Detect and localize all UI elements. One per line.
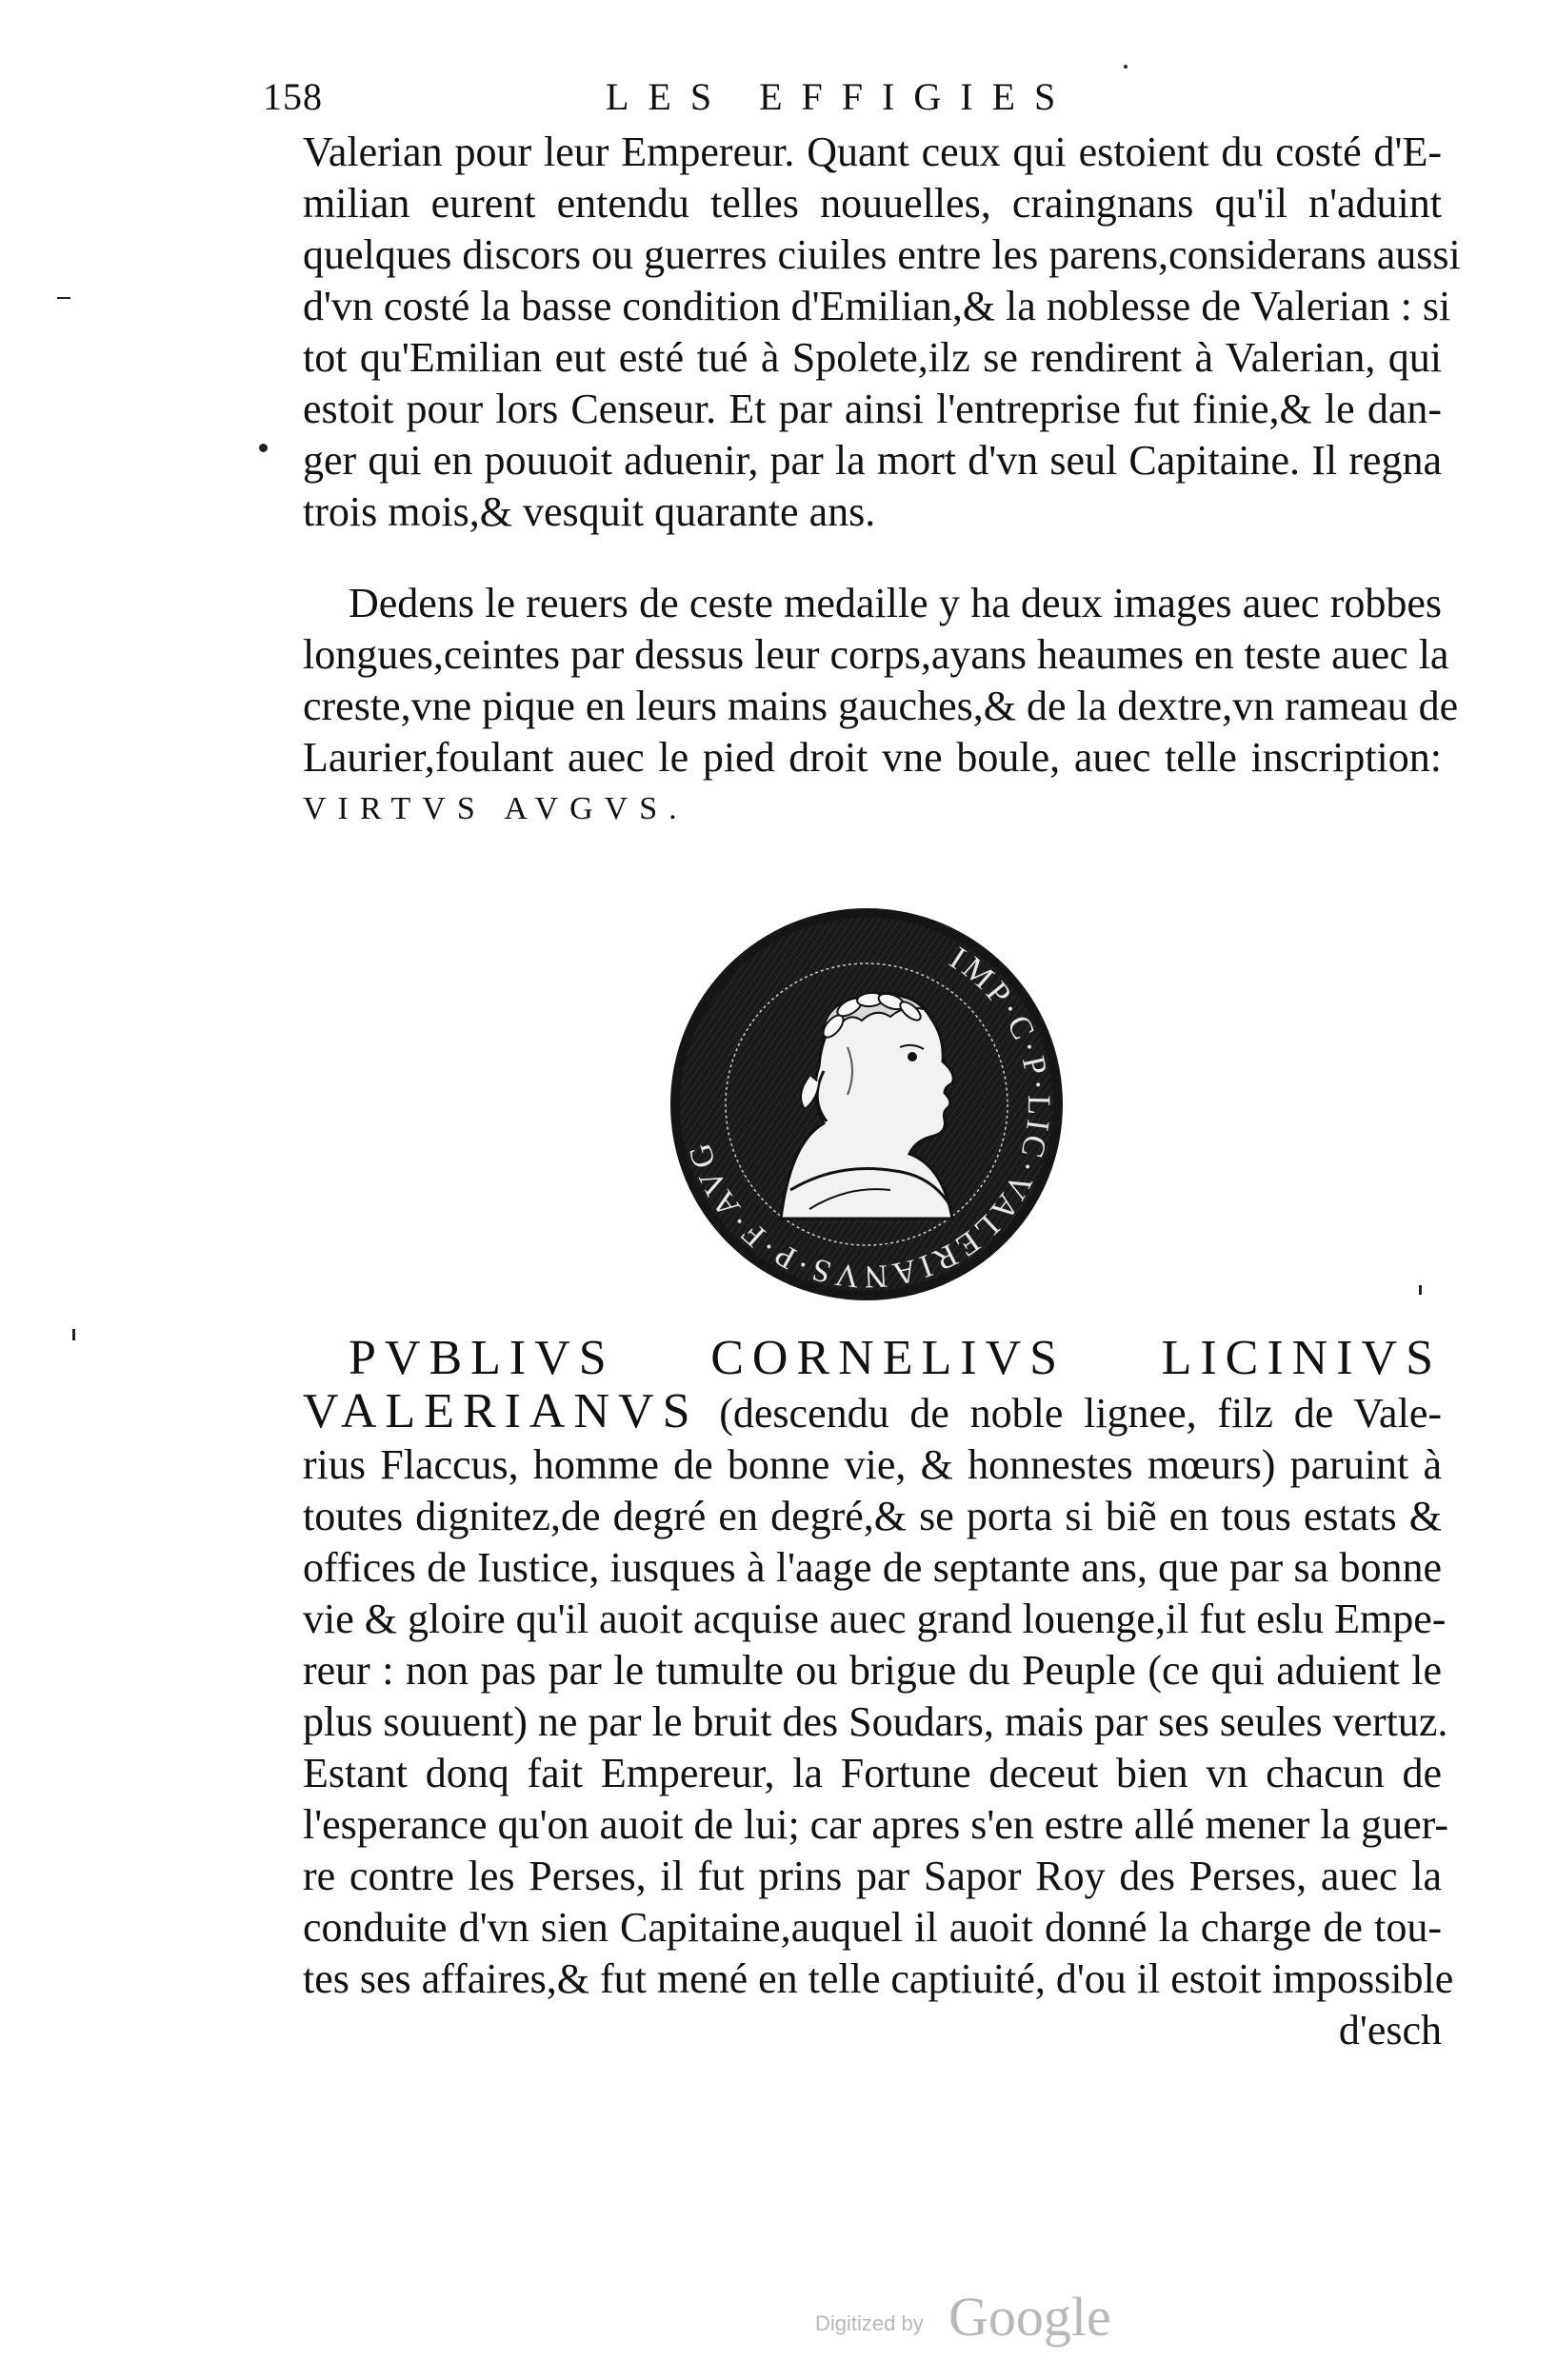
text-line: re contre les Perses, il fut prins par Sapor Roy des Perses, auec la — [303, 1853, 1442, 1899]
text-line: toutes dignitez,de degré en degré,& se porta si biẽ en tous estats & — [303, 1493, 1442, 1539]
google-logo: Google — [948, 2286, 1111, 2348]
medal-legend: IMP·C·P·LIC·VALERIANVS·P·F·AVG — [681, 941, 1057, 1295]
text-line: Valerian pour leur Empereur. Quant ceux qui estoient du costé d'E- — [303, 129, 1442, 175]
ink-speck — [72, 1329, 75, 1340]
page-number: 158 — [263, 75, 323, 118]
emperor-name: VALERIANVS — [303, 1384, 699, 1438]
text-line: conduite d'vn sien Capitaine,auquel il auoit donné la charge de tou- — [303, 1904, 1442, 1951]
page-header — [263, 69, 1444, 126]
text-line: milian eurent entendu telles nouuelles, craingnans qu'il n'aduint — [303, 180, 1442, 227]
ink-speck — [1419, 1285, 1422, 1295]
text-line: Dedens le reuers de ceste medaille y ha deux images auec robbes — [349, 580, 1442, 626]
text-line — [303, 1386, 1442, 1439]
text-line: tes ses affaires,& fut mené en telle captiuité, d'ou il estoit impossible — [303, 1955, 1454, 2002]
text-line: l'esperance qu'on auoit de lui; car apres s'en estre allé mener la guer- — [303, 1801, 1449, 1848]
text-line: longues,ceintes par dessus leur corps,ayans heaumes en teste auec la — [303, 631, 1449, 678]
text-line: tot qu'Emilian eut esté tué à Spolete,ilz se rendirent à Valerian, qui — [303, 334, 1442, 381]
text-line: reur : non pas par le tumulte ou brigue du Peuple (ce qui aduient le — [303, 1647, 1442, 1694]
digitized-by-google-watermark — [815, 2285, 1129, 2348]
text-line: Laurier,foulant auec le pied droit vne boule, auec telle inscription: — [303, 734, 1442, 781]
text-line: vie & gloire qu'il auoit acquise auec grand louenge,il fut eslu Empe- — [303, 1596, 1447, 1642]
ink-speck — [259, 444, 268, 452]
text-line: estoit pour lors Censeur. Et par ainsi l'entreprise fut finie,& le dan- — [303, 386, 1442, 432]
ink-speck — [1124, 65, 1128, 69]
text-line: ger qui en pouuoit aduenir, par la mort d'vn seul Capitaine. Il regna — [303, 437, 1442, 484]
biography-title: PVBLIVS CORNELIVS LICINIVS — [349, 1331, 1442, 1385]
text-line-rest: (descendu de noble lignee, filz de Vale- — [719, 1390, 1442, 1437]
text-line: d'vn costé la basse condition d'Emilian,& la noblesse de Valerian : si — [303, 283, 1451, 329]
text-line: offices de Iustice, iusques à l'aage de septante ans, que par sa bonne — [303, 1544, 1442, 1591]
medal-image — [667, 904, 1067, 1304]
text-line: creste,vne pique en leurs mains gauches,& de la dextre,vn rameau de — [303, 683, 1459, 729]
valerian-medal-illustration — [667, 904, 1067, 1304]
ink-speck — [57, 297, 70, 299]
text-line: quelques discors ou guerres ciuiles entre les parens,considerans aussi — [303, 231, 1461, 278]
paragraph-medal-reverse — [303, 578, 1459, 835]
catchword: d'esch — [1338, 2007, 1442, 2053]
running-head: LES EFFIGIES — [606, 75, 1075, 118]
text-line: rius Flaccus, homme de bonne vie, & honnestes mœurs) paruint à — [303, 1441, 1442, 1488]
text-line: trois mois,& vesquit quarante ans. — [303, 488, 876, 535]
text-line: plus souuent) ne par le bruit des Soudars, mais par ses seules vertuz. — [303, 1698, 1448, 1745]
reverse-inscription: VIRTVS AVGVS. — [303, 791, 689, 826]
text-line: Estant donq fait Empereur, la Fortune deceut bien vn chacun de — [303, 1750, 1442, 1796]
digitized-by-label: Digitized by — [815, 2311, 924, 2335]
paragraph-valerian-accession — [303, 127, 1461, 538]
paragraph-valerian-biography — [303, 1331, 1454, 2056]
